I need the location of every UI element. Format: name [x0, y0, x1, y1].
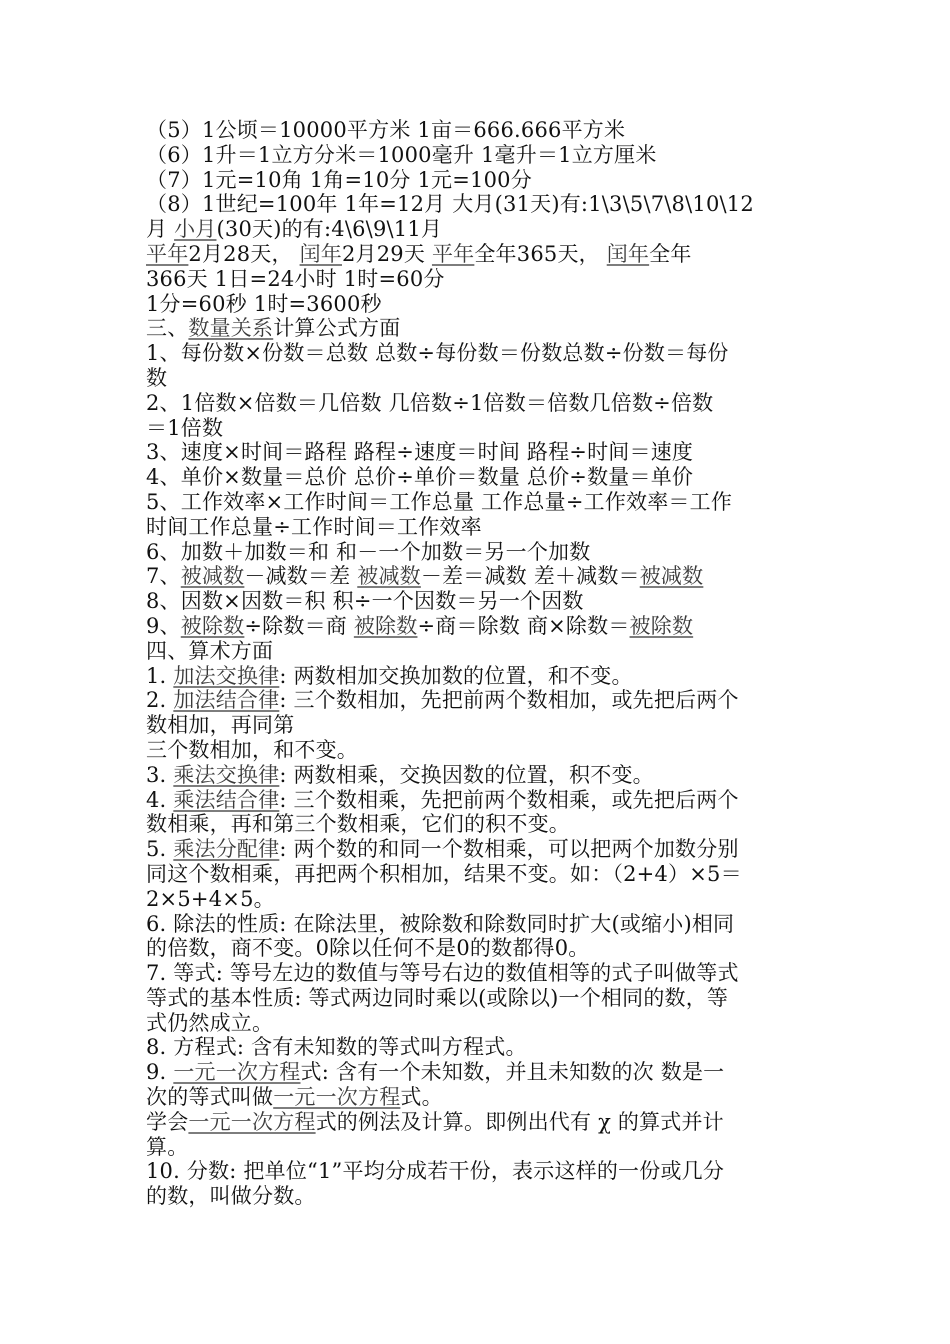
text-line — [146, 267, 818, 292]
document-body — [146, 118, 818, 1209]
text-segment: : 两个数的和同一个数相乘，可以把两个加数分别 — [279, 837, 739, 862]
text-segment: 8、因数×因数＝积 积÷一个因数＝另一个因数 — [146, 589, 584, 614]
text-segment: 全年 — [649, 241, 692, 266]
text-line — [146, 168, 818, 193]
underlined-term: 加法交换律 — [173, 663, 280, 688]
underlined-term: 乘法交换律 — [173, 762, 280, 787]
text-line — [146, 515, 818, 540]
text-segment: 4. — [146, 787, 174, 812]
text-line — [146, 738, 818, 763]
text-line — [146, 912, 818, 937]
text-line — [146, 143, 818, 168]
underlined-term: 加法结合律 — [173, 688, 280, 713]
underlined-term: 闰年 — [299, 241, 342, 266]
text-line — [146, 713, 818, 738]
text-segment: 学会 — [146, 1109, 189, 1134]
text-segment: （7）1元=10角 1角=10分 1元=100分 — [146, 167, 532, 192]
text-line — [146, 118, 818, 143]
underlined-term: 一元一次方程 — [273, 1085, 401, 1110]
underlined-term: 数量关系 — [188, 316, 274, 341]
text-segment: 8. 方程式: 含有未知数的等式叫方程式。 — [146, 1035, 527, 1060]
underlined-term: 被减数 — [639, 564, 704, 589]
text-line — [146, 639, 818, 664]
text-line — [146, 788, 818, 813]
text-segment: 四、算术方面 — [146, 638, 274, 663]
text-segment: 1、每份数×份数＝总数 总数÷每份数＝份数总数÷份数＝每份 — [146, 341, 729, 366]
text-segment: 7. 等式: 等号左边的数值与等号右边的数值相等的式子叫做等式 — [146, 961, 739, 986]
text-segment: 9. — [146, 1060, 174, 1085]
text-segment: 1分=60秒 1时=3600秒 — [146, 291, 382, 316]
text-segment: 式。 — [400, 1085, 443, 1110]
underlined-term: 一元一次方程 — [188, 1109, 316, 1134]
text-segment: 式的例法及计算。即例出代有 χ 的算式并计 — [315, 1109, 724, 1134]
text-segment: 2月28天， — [188, 241, 300, 266]
text-segment: －差＝减数 差＋减数＝ — [420, 564, 640, 589]
text-segment: 2. — [146, 688, 174, 713]
text-line — [146, 316, 818, 341]
text-segment: 5、工作效率×工作时间＝工作总量 工作总量÷工作效率＝工作 — [146, 489, 733, 514]
text-segment: 2、1倍数×倍数＝几倍数 几倍数÷1倍数＝倍数几倍数÷倍数 — [146, 390, 714, 415]
underlined-term: 被除数 — [353, 613, 418, 638]
text-segment: －减数＝差 — [244, 564, 358, 589]
text-segment: 次的等式叫做 — [146, 1085, 274, 1110]
text-segment: （5）1公顷＝10000平方米 1亩＝666.666平方米 — [146, 118, 626, 142]
text-segment: 3、速度×时间＝路程 路程÷速度＝时间 路程÷时间＝速度 — [146, 440, 694, 465]
text-segment: 4、单价×数量＝总价 总价÷单价＝数量 总价÷数量＝单价 — [146, 465, 694, 490]
text-segment: 2×5+4×5。 — [146, 886, 275, 911]
text-segment: 数相加，再同第 — [146, 713, 295, 738]
text-line — [146, 564, 818, 589]
text-line — [146, 1159, 818, 1184]
text-line — [146, 217, 818, 242]
text-line — [146, 986, 818, 1011]
text-line — [146, 1135, 818, 1160]
text-line — [146, 862, 818, 887]
text-line — [146, 837, 818, 862]
text-segment: : 三个数相乘，先把前两个数相乘，或先把后两个 — [279, 787, 739, 812]
text-segment: : 两数相加交换加数的位置，和不变。 — [279, 663, 633, 688]
underlined-term: 被减数 — [357, 564, 421, 589]
text-line — [146, 1011, 818, 1036]
text-line — [146, 1110, 818, 1135]
text-segment: 等式的基本性质: 等式两边同时乘以(或除以)一个相同的数，等 — [146, 985, 729, 1010]
text-line — [146, 936, 818, 961]
text-segment: 数相乘，再和第三个数相乘，它们的积不变。 — [146, 812, 570, 837]
text-segment: 1. — [146, 663, 174, 688]
text-segment: 7、 — [146, 564, 181, 589]
underlined-term: 平年 — [146, 241, 189, 266]
text-segment: 全年365天， — [474, 241, 607, 266]
text-segment: 5. — [146, 837, 174, 862]
text-segment: ÷商＝除数 商×除数＝ — [417, 613, 630, 638]
text-segment: 6. 除法的性质: 在除法里，被除数和除数同时扩大(或缩小)相同 — [146, 911, 735, 936]
text-segment: (30天)的有:4\6\9\11月 — [216, 217, 443, 242]
text-segment: 的数，叫做分数。 — [146, 1184, 316, 1209]
underlined-term: 被除数 — [629, 613, 694, 638]
text-line — [146, 812, 818, 837]
text-line — [146, 416, 818, 441]
text-segment: 9、 — [146, 613, 181, 638]
text-line — [146, 1184, 818, 1209]
underlined-term: 平年 — [431, 241, 475, 266]
text-segment: 式仍然成立。 — [146, 1010, 274, 1035]
text-segment: （8）1世纪=100年 1年=12月 大月(31天)有:1\3\5\7\8\10\12 — [146, 192, 754, 217]
text-line — [146, 614, 818, 639]
text-line — [146, 366, 818, 391]
text-segment: : 三个数相加，先把前两个数相加，或先把后两个 — [279, 688, 739, 713]
text-line — [146, 440, 818, 465]
text-line — [146, 391, 818, 416]
text-line — [146, 292, 818, 317]
text-line — [146, 664, 818, 689]
text-segment: 三个数相加，和不变。 — [146, 737, 358, 762]
text-segment: ÷除数＝商 — [244, 613, 354, 638]
text-line — [146, 341, 818, 366]
text-segment: 月 — [146, 217, 175, 242]
text-segment: 的倍数，商不变。0除以任何不是0的数都得0。 — [146, 936, 590, 961]
text-line — [146, 242, 818, 267]
text-line — [146, 465, 818, 490]
text-segment: 10. 分数: 把单位“1”平均分成若干份，表示这样的一份或几分 — [146, 1159, 725, 1184]
text-line — [146, 540, 818, 565]
text-line — [146, 490, 818, 515]
text-line — [146, 887, 818, 912]
text-segment: 6、加数＋加数＝和 和－一个加数＝另一个加数 — [146, 539, 591, 564]
underlined-term: 乘法结合律 — [173, 787, 280, 812]
text-segment: 2月29天 — [341, 241, 432, 266]
text-line — [146, 1085, 818, 1110]
text-segment: 数 — [146, 365, 168, 390]
text-segment: : 两数相乘，交换因数的位置，积不变。 — [279, 762, 654, 787]
underlined-term: 一元一次方程 — [173, 1060, 301, 1085]
text-segment: 算。 — [146, 1134, 189, 1159]
text-segment: 366天 1日=24小时 1时=60分 — [146, 266, 445, 291]
underlined-term: 被减数 — [180, 564, 245, 589]
underlined-term: 闰年 — [606, 241, 650, 266]
text-line — [146, 688, 818, 713]
text-segment: 时间工作总量÷工作时间＝工作效率 — [146, 514, 482, 539]
text-segment: 3. — [146, 762, 174, 787]
text-line — [146, 1035, 818, 1060]
text-line — [146, 763, 818, 788]
underlined-term: 乘法分配律 — [173, 837, 280, 862]
text-segment: 计算公式方面 — [273, 316, 401, 341]
text-line — [146, 1060, 818, 1085]
underlined-term: 小月 — [174, 217, 217, 242]
text-segment: （6）1升＝1立方分米＝1000毫升 1毫升＝1立方厘米 — [146, 142, 657, 167]
text-line — [146, 961, 818, 986]
text-segment: 三、 — [146, 316, 189, 341]
text-line — [146, 589, 818, 614]
underlined-term: 被除数 — [180, 613, 245, 638]
text-segment: ＝1倍数 — [146, 415, 224, 440]
text-segment: 同这个数相乘，再把两个积相加，结果不变。如：（2+4）×5＝ — [146, 861, 742, 886]
text-line — [146, 192, 818, 217]
text-segment: 式: 含有一个未知数，并且未知数的次 数是一 — [300, 1060, 725, 1085]
